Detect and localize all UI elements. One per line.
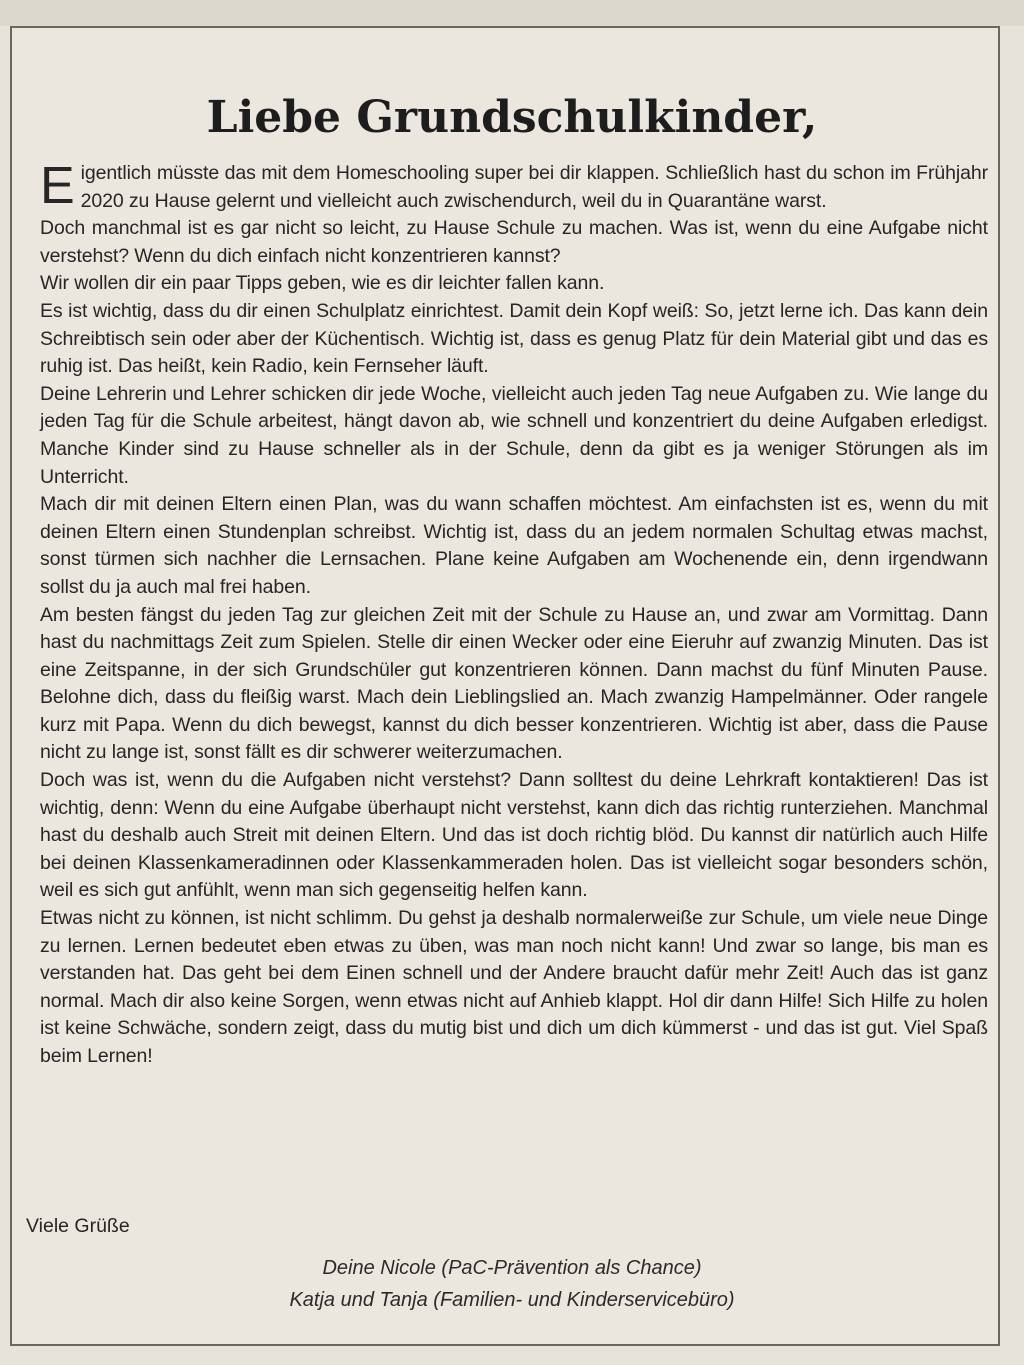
signature-line-1: Deine Nicole (PaC-Prävention als Chance): [322, 1257, 702, 1279]
paragraph-9: Etwas nicht zu können, ist nicht schlimm. Du gehst ja deshalb normalerweiße zur Schule, um viele neue Dinge zu lernen. Lernen bedeutet eben etwas zu üben, was man noch nicht kann! Und zwar so lange, bis man es verstanden hat. Das geht bei dem Einen schnell und der Andere braucht dafür mehr Zeit! Auch das ist ganz normal. Mach dir also keine Sorgen, wenn etwas nicht auf Anhieb klappt. Hol dir dann Hilfe! Sich Hilfe zu holen ist keine Schwäche, sondern zeigt, dass du mutig bist und dich um dich kümmerst - und das ist gut. Viel Spaß beim Lernen!: [40, 907, 988, 1067]
closing-greeting: Viele Grüße: [26, 1215, 130, 1237]
article-title: Liebe Grundschulkinder,: [206, 92, 818, 143]
signature-block: [0, 1252, 1024, 1316]
article-body: [40, 157, 988, 1071]
paragraph-4: Es ist wichtig, dass du dir einen Schulplatz einrichtest. Damit dein Kopf weiß: So, jetzt lerne ich. Das kann dein Schreibtisch sein oder aber der Küchentisch. Wichtig ist, dass es genug Platz für dein Material gibt und das es ruhig ist. Das heißt, kein Radio, kein Fernseher läuft.: [40, 299, 988, 378]
drop-cap: E: [40, 157, 75, 215]
paragraph-7: Am besten fängst du jeden Tag zur gleichen Zeit mit der Schule zu Hause an, und zwar am Vormittag. Dann hast du nachmittags Zeit zum Spielen. Stelle dir einen Wecker oder eine Eieruhr auf zwanzig Minuten. Das ist eine Zeitspanne, in der sich Grundschüler gut konzentrieren können. Dann machst du fünf Minuten Pause. Belohne dich, dass du fleißig warst. Mach dein Lieblingslied an. Mach zwanzig Hampelmänner. Oder rangele kurz mit Papa. Wenn du dich bewegst, kannst du dich besser konzentrieren. Wichtig ist aber, dass die Pause nicht zu lange ist, sonst fällt es dir schwerer weiterzumachen.: [40, 603, 988, 764]
paragraph-5: Deine Lehrerin und Lehrer schicken dir jede Woche, vielleicht auch jeden Tag neue Aufgaben zu. Wie lange du jeden Tag für die Schule arbeitest, hängt davon ab, wie schnell und konzentriert du deine Aufgaben erledigst. Manche Kinder sind zu Hause schneller als in der Schule, denn da gibt es ja weniger Störungen als im Unterricht.: [40, 382, 988, 488]
paragraph-3: Wir wollen dir ein paar Tipps geben, wie es dir leichter fallen kann.: [40, 272, 605, 295]
paragraph-8: Doch was ist, wenn du die Aufgaben nicht verstehst? Dann solltest du deine Lehrkraft kontaktieren! Das ist wichtig, denn: Wenn du eine Aufgabe überhaupt nicht verstehst, kann dich das richtig runterziehen. Manchmal hast du deshalb auch Streit mit deinen Eltern. Und das ist doch richtig blöd. Du kannst dir natürlich auch Hilfe bei deinen Klassenkameradinnen oder Klassenkammeraden holen. Das ist vielleicht sogar besonders schön, weil es sich gut anfühlt, wenn man sich gegenseitig helfen kann.: [40, 769, 988, 902]
signature-line-2: Katja und Tanja (Familien- und Kinderservicebüro): [289, 1289, 735, 1311]
paragraph-2: Doch manchmal ist es gar nicht so leicht, zu Hause Schule zu machen. Was ist, wenn du eine Aufgabe nicht verstehst? Wenn du dich einfach nicht konzentrieren kannst?: [40, 217, 988, 267]
paragraph-1-text: igentlich müsste das mit dem Homeschooling super bei dir klappen. Schließlich hast du schon im Frühjahr 2020 zu Hause gelernt und vielleicht auch zwischendurch, weil du in Quarantäne warst.: [80, 162, 988, 212]
page-top-margin: [0, 0, 1024, 26]
paragraph-1: [40, 157, 988, 215]
paragraph-6: Mach dir mit deinen Eltern einen Plan, was du wann schaffen möchtest. Am einfachsten ist es, wenn du mit deinen Eltern einen Stundenplan schreibst. Wichtig ist, dass du an jedem normalen Schultag etwas machst, sonst türmen sich nachher die Lernsachen. Plane keine Aufgaben am Wochenende ein, denn irgendwann sollst du ja auch mal frei haben.: [40, 493, 988, 598]
